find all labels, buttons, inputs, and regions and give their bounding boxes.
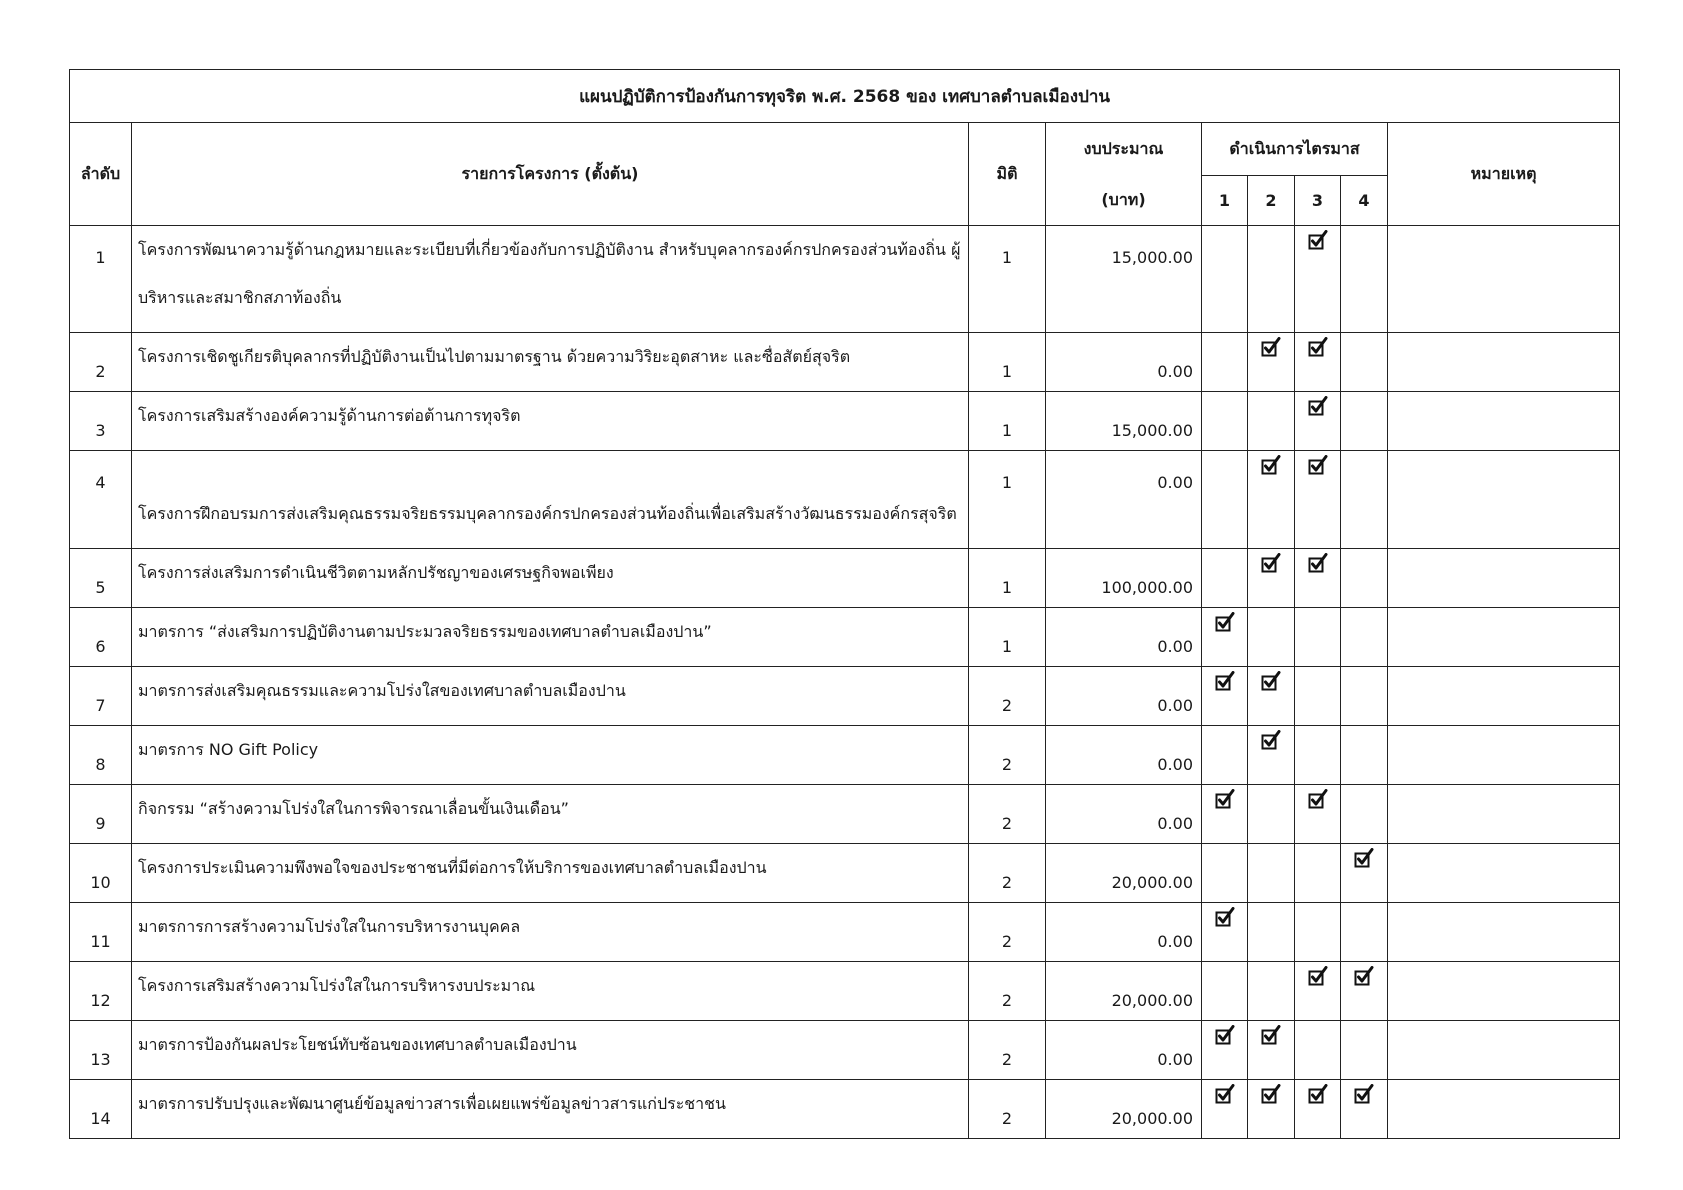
quarter-1-cell bbox=[1202, 333, 1248, 392]
table-row bbox=[70, 785, 1620, 844]
quarter-4-cell bbox=[1341, 1021, 1388, 1080]
project-dimension: 2 bbox=[969, 785, 1046, 844]
project-budget: 0.00 bbox=[1046, 903, 1202, 962]
checkbox-checked-icon bbox=[1308, 396, 1328, 416]
table-row bbox=[70, 608, 1620, 667]
checkbox-checked-icon bbox=[1215, 907, 1235, 927]
quarter-3-cell bbox=[1295, 1080, 1341, 1139]
quarter-4-cell bbox=[1341, 962, 1388, 1021]
checkbox-checked-icon bbox=[1354, 1084, 1374, 1104]
quarter-3-cell bbox=[1295, 226, 1341, 333]
table-row bbox=[70, 726, 1620, 785]
checkbox-checked-icon bbox=[1308, 553, 1328, 573]
project-dimension: 1 bbox=[969, 451, 1046, 549]
quarter-3-cell bbox=[1295, 844, 1341, 903]
quarter-2-cell bbox=[1248, 844, 1295, 903]
remark-cell bbox=[1388, 785, 1620, 844]
remark-cell bbox=[1388, 333, 1620, 392]
quarter-2-cell bbox=[1248, 962, 1295, 1021]
project-name: มาตรการ “ส่งเสริมการปฏิบัติงานตามประมวลจริยธรรมของเทศบาลตำบลเมืองปาน” bbox=[132, 608, 969, 667]
quarter-1-cell bbox=[1202, 667, 1248, 726]
checkbox-checked-icon bbox=[1308, 1084, 1328, 1104]
project-budget: 0.00 bbox=[1046, 608, 1202, 667]
checkbox-checked-icon bbox=[1215, 1084, 1235, 1104]
project-budget: 0.00 bbox=[1046, 451, 1202, 549]
quarter-1-cell bbox=[1202, 549, 1248, 608]
project-dimension: 2 bbox=[969, 962, 1046, 1021]
project-dimension: 1 bbox=[969, 333, 1046, 392]
project-dimension: 1 bbox=[969, 549, 1046, 608]
project-name: โครงการฝึกอบรมการส่งเสริมคุณธรรมจริยธรรมบุคลากรองค์กรปกครองส่วนท้องถิ่นเพื่อเสริมสร้างวัฒนธรรมองค์กรสุจริต bbox=[132, 451, 969, 549]
quarter-3-cell bbox=[1295, 333, 1341, 392]
quarter-1-cell bbox=[1202, 226, 1248, 333]
quarter-3-cell bbox=[1295, 667, 1341, 726]
header-dimension: มิติ bbox=[969, 123, 1046, 226]
checkbox-checked-icon bbox=[1261, 1084, 1281, 1104]
quarter-3-cell bbox=[1295, 392, 1341, 451]
checkbox-checked-icon bbox=[1261, 671, 1281, 691]
project-name: โครงการส่งเสริมการดำเนินชีวิตตามหลักปรัชญาของเศรษฐกิจพอเพียง bbox=[132, 549, 969, 608]
checkbox-checked-icon bbox=[1261, 337, 1281, 357]
row-number: 3 bbox=[70, 392, 132, 451]
quarter-4-cell bbox=[1341, 549, 1388, 608]
remark-cell bbox=[1388, 226, 1620, 333]
project-dimension: 1 bbox=[969, 392, 1046, 451]
project-name: โครงการพัฒนาความรู้ด้านกฎหมายและระเบียบที่เกี่ยวข้องกับการปฏิบัติงาน สำหรับบุคลากรองค์กรปกครองส่วนท้องถิ่น ผู้บริหารและสมาชิกสภาท้องถิ่น bbox=[132, 226, 969, 333]
row-number: 9 bbox=[70, 785, 132, 844]
quarter-1-cell bbox=[1202, 451, 1248, 549]
quarter-4-cell bbox=[1341, 1080, 1388, 1139]
row-number: 14 bbox=[70, 1080, 132, 1139]
project-name: โครงการประเมินความพึงพอใจของประชาชนที่มีต่อการให้บริการของเทศบาลตำบลเมืองปาน bbox=[132, 844, 969, 903]
remark-cell bbox=[1388, 1080, 1620, 1139]
remark-cell bbox=[1388, 1021, 1620, 1080]
header-budget: งบประมาณ bbox=[1046, 123, 1202, 176]
project-budget: 20,000.00 bbox=[1046, 1080, 1202, 1139]
quarter-2-cell bbox=[1248, 726, 1295, 785]
quarter-4-cell bbox=[1341, 451, 1388, 549]
quarter-1-cell bbox=[1202, 608, 1248, 667]
checkbox-checked-icon bbox=[1261, 1025, 1281, 1045]
row-number: 7 bbox=[70, 667, 132, 726]
quarter-1-cell bbox=[1202, 785, 1248, 844]
row-number: 8 bbox=[70, 726, 132, 785]
quarter-2-cell bbox=[1248, 549, 1295, 608]
quarter-4-cell bbox=[1341, 333, 1388, 392]
project-dimension: 1 bbox=[969, 608, 1046, 667]
header-q2: 2 bbox=[1248, 176, 1295, 226]
remark-cell bbox=[1388, 726, 1620, 785]
quarter-2-cell bbox=[1248, 1080, 1295, 1139]
quarter-2-cell bbox=[1248, 226, 1295, 333]
header-quarters: ดำเนินการไตรมาส bbox=[1202, 123, 1388, 176]
quarter-2-cell bbox=[1248, 333, 1295, 392]
quarter-4-cell bbox=[1341, 392, 1388, 451]
quarter-3-cell bbox=[1295, 962, 1341, 1021]
project-dimension: 2 bbox=[969, 1021, 1046, 1080]
row-number: 5 bbox=[70, 549, 132, 608]
remark-cell bbox=[1388, 608, 1620, 667]
quarter-1-cell bbox=[1202, 1021, 1248, 1080]
checkbox-checked-icon bbox=[1354, 848, 1374, 868]
checkbox-checked-icon bbox=[1261, 455, 1281, 475]
project-name: มาตรการส่งเสริมคุณธรรมและความโปร่งใสของเทศบาลตำบลเมืองปาน bbox=[132, 667, 969, 726]
project-budget: 0.00 bbox=[1046, 333, 1202, 392]
project-dimension: 2 bbox=[969, 726, 1046, 785]
table-row bbox=[70, 1021, 1620, 1080]
project-name: มาตรการการสร้างความโปร่งใสในการบริหารงานบุคคล bbox=[132, 903, 969, 962]
project-budget: 0.00 bbox=[1046, 1021, 1202, 1080]
quarter-4-cell bbox=[1341, 785, 1388, 844]
checkbox-checked-icon bbox=[1308, 337, 1328, 357]
project-budget: 0.00 bbox=[1046, 726, 1202, 785]
quarter-4-cell bbox=[1341, 608, 1388, 667]
header-q4: 4 bbox=[1341, 176, 1388, 226]
checkbox-checked-icon bbox=[1215, 1025, 1235, 1045]
row-number: 1 bbox=[70, 226, 132, 333]
quarter-3-cell bbox=[1295, 903, 1341, 962]
row-number: 10 bbox=[70, 844, 132, 903]
project-name: มาตรการปรับปรุงและพัฒนาศูนย์ข้อมูลข่าวสารเพื่อเผยแพร่ข้อมูลข่าวสารแก่ประชาชน bbox=[132, 1080, 969, 1139]
project-name: มาตรการ NO Gift Policy bbox=[132, 726, 969, 785]
quarter-1-cell bbox=[1202, 903, 1248, 962]
quarter-2-cell bbox=[1248, 667, 1295, 726]
project-budget: 0.00 bbox=[1046, 785, 1202, 844]
header-remark: หมายเหตุ bbox=[1388, 123, 1620, 226]
project-name: มาตรการป้องกันผลประโยชน์ทับซ้อนของเทศบาลตำบลเมืองปาน bbox=[132, 1021, 969, 1080]
quarter-4-cell bbox=[1341, 844, 1388, 903]
quarter-4-cell bbox=[1341, 226, 1388, 333]
project-name: โครงการเสริมสร้างองค์ความรู้ด้านการต่อต้านการทุจริต bbox=[132, 392, 969, 451]
table-body bbox=[70, 226, 1620, 1139]
quarter-1-cell bbox=[1202, 844, 1248, 903]
quarter-4-cell bbox=[1341, 903, 1388, 962]
table-title: แผนปฏิบัติการป้องกันการทุจริต พ.ศ. 2568 ของ เทศบาลตำบลเมืองปาน bbox=[70, 70, 1620, 123]
checkbox-checked-icon bbox=[1215, 671, 1235, 691]
project-budget: 20,000.00 bbox=[1046, 962, 1202, 1021]
remark-cell bbox=[1388, 451, 1620, 549]
project-dimension: 2 bbox=[969, 844, 1046, 903]
table-row bbox=[70, 667, 1620, 726]
quarter-4-cell bbox=[1341, 726, 1388, 785]
project-budget: 15,000.00 bbox=[1046, 226, 1202, 333]
quarter-1-cell bbox=[1202, 726, 1248, 785]
remark-cell bbox=[1388, 962, 1620, 1021]
remark-cell bbox=[1388, 392, 1620, 451]
project-budget: 0.00 bbox=[1046, 667, 1202, 726]
header-no: ลำดับ bbox=[70, 123, 132, 226]
quarter-1-cell bbox=[1202, 1080, 1248, 1139]
table-row bbox=[70, 844, 1620, 903]
checkbox-checked-icon bbox=[1215, 612, 1235, 632]
checkbox-checked-icon bbox=[1308, 230, 1328, 250]
checkbox-checked-icon bbox=[1308, 966, 1328, 986]
table-row bbox=[70, 903, 1620, 962]
anti-corruption-plan-table bbox=[69, 69, 1620, 1139]
checkbox-checked-icon bbox=[1261, 730, 1281, 750]
project-name: กิจกรรม “สร้างความโปร่งใสในการพิจารณาเลื่อนขั้นเงินเดือน” bbox=[132, 785, 969, 844]
remark-cell bbox=[1388, 667, 1620, 726]
quarter-3-cell bbox=[1295, 1021, 1341, 1080]
row-number: 2 bbox=[70, 333, 132, 392]
table-row bbox=[70, 549, 1620, 608]
row-number: 13 bbox=[70, 1021, 132, 1080]
table-row bbox=[70, 392, 1620, 451]
quarter-2-cell bbox=[1248, 903, 1295, 962]
quarter-2-cell bbox=[1248, 608, 1295, 667]
project-name: โครงการเสริมสร้างความโปร่งใสในการบริหารงบประมาณ bbox=[132, 962, 969, 1021]
table-row bbox=[70, 451, 1620, 549]
quarter-2-cell bbox=[1248, 785, 1295, 844]
quarter-4-cell bbox=[1341, 667, 1388, 726]
project-dimension: 1 bbox=[969, 226, 1046, 333]
table-row bbox=[70, 226, 1620, 333]
checkbox-checked-icon bbox=[1354, 966, 1374, 986]
table-row bbox=[70, 333, 1620, 392]
table-row bbox=[70, 962, 1620, 1021]
project-budget: 20,000.00 bbox=[1046, 844, 1202, 903]
header-q3: 3 bbox=[1295, 176, 1341, 226]
project-budget: 15,000.00 bbox=[1046, 392, 1202, 451]
project-budget: 100,000.00 bbox=[1046, 549, 1202, 608]
quarter-3-cell bbox=[1295, 451, 1341, 549]
checkbox-checked-icon bbox=[1308, 455, 1328, 475]
checkbox-checked-icon bbox=[1261, 553, 1281, 573]
row-number: 12 bbox=[70, 962, 132, 1021]
project-name: โครงการเชิดชูเกียรติบุคลากรที่ปฏิบัติงานเป็นไปตามมาตรฐาน ด้วยความวิริยะอุตสาหะ และซื่อสัตย์สุจริต bbox=[132, 333, 969, 392]
table-row bbox=[70, 1080, 1620, 1139]
project-dimension: 2 bbox=[969, 667, 1046, 726]
quarter-3-cell bbox=[1295, 549, 1341, 608]
row-number: 6 bbox=[70, 608, 132, 667]
project-dimension: 2 bbox=[969, 903, 1046, 962]
remark-cell bbox=[1388, 549, 1620, 608]
quarter-2-cell bbox=[1248, 392, 1295, 451]
quarter-2-cell bbox=[1248, 451, 1295, 549]
header-project: รายการโครงการ (ตั้งต้น) bbox=[132, 123, 969, 226]
checkbox-checked-icon bbox=[1308, 789, 1328, 809]
project-dimension: 2 bbox=[969, 1080, 1046, 1139]
row-number: 11 bbox=[70, 903, 132, 962]
checkbox-checked-icon bbox=[1215, 789, 1235, 809]
quarter-3-cell bbox=[1295, 785, 1341, 844]
remark-cell bbox=[1388, 844, 1620, 903]
quarter-1-cell bbox=[1202, 962, 1248, 1021]
row-number: 4 bbox=[70, 451, 132, 549]
quarter-2-cell bbox=[1248, 1021, 1295, 1080]
header-q1: 1 bbox=[1202, 176, 1248, 226]
quarter-3-cell bbox=[1295, 608, 1341, 667]
quarter-1-cell bbox=[1202, 392, 1248, 451]
quarter-3-cell bbox=[1295, 726, 1341, 785]
remark-cell bbox=[1388, 903, 1620, 962]
header-budget-unit: (บาท) bbox=[1046, 176, 1202, 226]
